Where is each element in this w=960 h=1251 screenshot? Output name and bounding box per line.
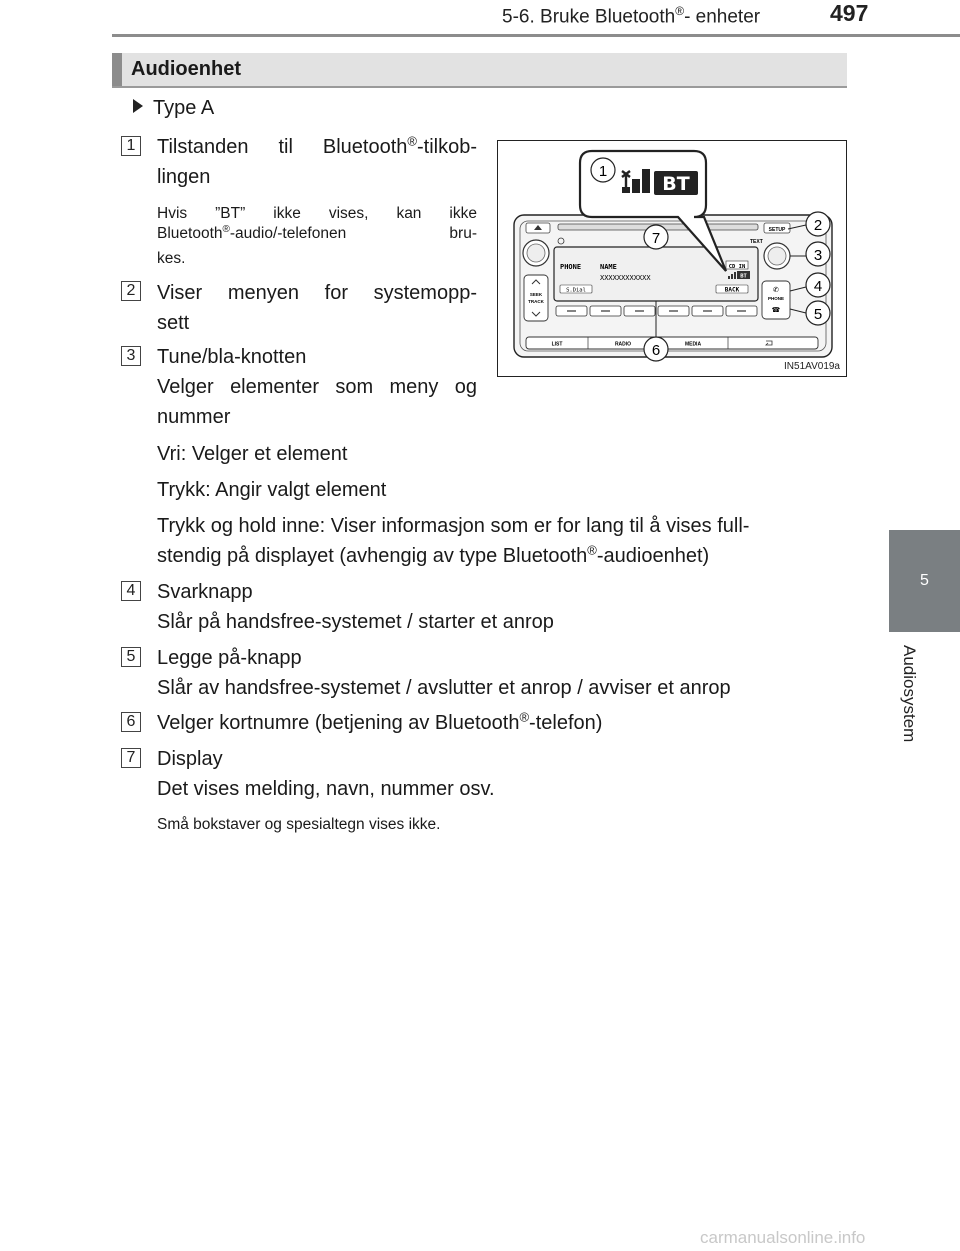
item-3-line4: Vri: Velger et element bbox=[157, 443, 348, 465]
section-rule bbox=[112, 86, 847, 88]
footer-watermark[interactable]: carmanualsonline.info bbox=[700, 1228, 866, 1247]
item-5-line1: Legge på-knapp bbox=[157, 647, 302, 669]
item-number-3: 3 bbox=[121, 346, 141, 366]
screen-small-bt: BT bbox=[740, 273, 747, 280]
callout-2: 2 bbox=[813, 217, 823, 234]
screen-number: XXXXXXXXXXXX bbox=[600, 274, 651, 282]
item-5-line2: Slår av handsfree-systemet / avslutter et anrop / avviser et anrop bbox=[157, 677, 731, 699]
item-number-1: 1 bbox=[121, 136, 141, 156]
header-rule bbox=[112, 34, 960, 37]
page-header bbox=[0, 0, 960, 40]
radio-label: RADIO bbox=[614, 341, 632, 348]
callout-3: 3 bbox=[813, 247, 823, 264]
section-title: Audioenhet bbox=[131, 58, 241, 80]
chapter-tab bbox=[889, 530, 960, 632]
screen-phone: PHONE bbox=[560, 263, 582, 271]
seek-label: SEEK bbox=[529, 292, 543, 297]
list-label: LIST bbox=[551, 341, 563, 348]
item-2-line1: Viser menyen for systemopp- bbox=[157, 282, 477, 304]
item-7-note: Små bokstaver og spesialtegn vises ikke. bbox=[157, 816, 441, 833]
item-3-line7: stendig på displayet (avhengig av type Bluetooth®-audioenhet) bbox=[157, 542, 710, 567]
item-1-title-line2: lingen bbox=[157, 166, 211, 188]
callout-6: 6 bbox=[651, 342, 661, 359]
track-label: TRACK bbox=[528, 299, 544, 304]
phone-label: PHONE bbox=[767, 296, 785, 301]
type-line bbox=[133, 97, 214, 120]
item-4-line1: Svarknapp bbox=[157, 581, 253, 603]
seek-track-button bbox=[524, 275, 548, 321]
bt-label: BT bbox=[662, 173, 690, 195]
media-label: MEDIA bbox=[684, 341, 702, 348]
callout-5: 5 bbox=[813, 306, 823, 323]
item-1-title-line1: Tilstanden til Bluetooth®-tilkob- bbox=[157, 133, 477, 158]
item-6-line1: Velger kortnumre (betjening av Bluetooth®-telefon) bbox=[157, 709, 603, 734]
text-label: TEXT bbox=[750, 239, 763, 245]
signal-bar-2 bbox=[632, 179, 640, 193]
item-number-7: 7 bbox=[121, 748, 141, 768]
chapter-label-text: Audiosystem bbox=[900, 645, 919, 743]
figure-code: IN51AV019a bbox=[784, 361, 840, 372]
hangup-icon: ☎ bbox=[771, 306, 781, 314]
signal-bar-3 bbox=[642, 169, 650, 193]
section-heading-accent bbox=[112, 53, 122, 86]
callout-1: 1 bbox=[598, 163, 608, 180]
item-2-line2: sett bbox=[157, 312, 190, 334]
item-1-note-line2: Bluetooth®-audio/-telefonen bru- bbox=[157, 223, 477, 242]
audio-unit-figure bbox=[497, 140, 847, 377]
item-number-6: 6 bbox=[121, 712, 141, 732]
item-3-line3: nummer bbox=[157, 406, 231, 428]
setup-label: SETUP bbox=[768, 227, 786, 233]
item-4-line2: Slår på handsfree-systemet / starter et anrop bbox=[157, 611, 554, 633]
screen-sdial: S.Dial bbox=[566, 287, 586, 294]
item-number-2: 2 bbox=[121, 281, 141, 301]
item-number-4: 4 bbox=[121, 581, 141, 601]
chapter-label bbox=[893, 645, 923, 765]
screen-name: NAME bbox=[600, 263, 617, 271]
item-1-note-line1: Hvis ”BT” ikke vises, kan ikke bbox=[157, 205, 477, 222]
section-heading-bar bbox=[112, 53, 847, 86]
item-3-line5: Trykk: Angir valgt element bbox=[157, 479, 387, 501]
chapter-number: 5 bbox=[920, 572, 929, 589]
item-7-line2: Det vises melding, navn, nummer osv. bbox=[157, 778, 495, 800]
page-number: 497 bbox=[830, 0, 869, 26]
type-label: Type A bbox=[153, 97, 215, 119]
callout-4: 4 bbox=[813, 278, 823, 295]
screen-cd-in: CD IN bbox=[728, 264, 746, 270]
header-title: 5-6. Bruke Bluetooth®- enheter bbox=[502, 4, 761, 28]
item-1-note-line3: kes. bbox=[157, 250, 186, 267]
pickup-icon: ✆ bbox=[773, 286, 779, 294]
bottom-button-row bbox=[526, 337, 818, 349]
item-3-line1: Tune/bla-knotten bbox=[157, 346, 307, 368]
screen-back: BACK bbox=[724, 286, 740, 294]
audio-unit-illustration bbox=[498, 141, 845, 375]
item-3-line6: Trykk og hold inne: Viser informasjon som er for lang til å vises full- bbox=[157, 515, 750, 537]
item-3-line2: Velger elementer som meny og bbox=[157, 376, 477, 398]
callout-7: 7 bbox=[651, 230, 661, 247]
arrow-right-icon bbox=[133, 99, 143, 113]
item-number-5: 5 bbox=[121, 647, 141, 667]
item-7-line1: Display bbox=[157, 748, 223, 770]
